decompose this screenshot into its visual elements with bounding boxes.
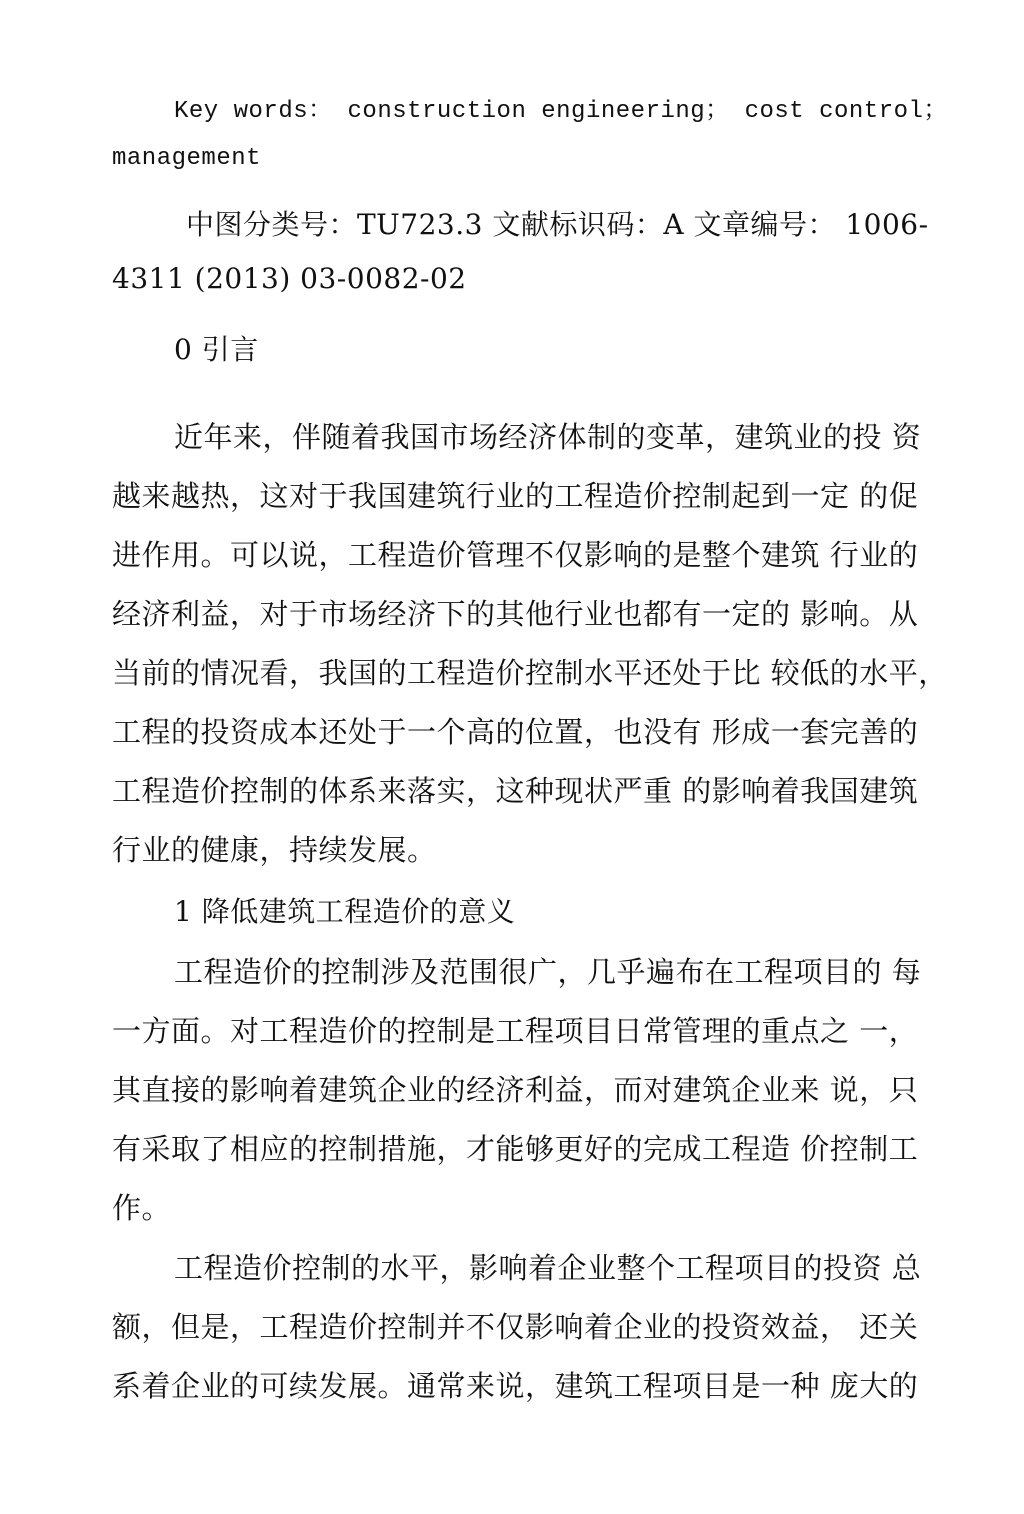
paragraph-line: 进作用。可以说，工程造价管理不仅影响的是整个建筑 行业的: [112, 538, 919, 572]
paragraph-line: 经济利益，对于市场经济下的其他行业也都有一定的 影响。从: [112, 597, 919, 631]
paragraph-line: 作。: [112, 1191, 172, 1225]
paragraph-line: 有采取了相应的控制措施，才能够更好的完成工程造 价控制工: [112, 1132, 919, 1166]
paragraph-line: 越来越热，这对于我国建筑行业的工程造价控制起到一定 的促: [112, 479, 919, 513]
paragraph-line: 一方面。对工程造价的控制是工程项目日常管理的重点之 一，: [112, 1014, 919, 1048]
paragraph-line: 行业的健康，持续发展。: [112, 833, 437, 867]
keywords-line-2: management: [112, 145, 262, 172]
paragraph-line: 额，但是，工程造价控制并不仅影响着企业的投资效益， 还关: [112, 1310, 919, 1344]
section-0-heading: 0 引言: [174, 333, 259, 366]
paragraph-line: 工程的投资成本还处于一个高的位置，也没有 形成一套完善的: [112, 715, 919, 749]
classification-line-2: 4311 (2013) 03-0082-02: [112, 262, 467, 295]
keywords-line-1: Key words： construction engineering； cost control；: [174, 98, 948, 125]
paragraph-line: 工程造价控制的水平，影响着企业整个工程项目的投资 总: [174, 1251, 922, 1285]
paragraph-line: 系着企业的可续发展。通常来说，建筑工程项目是一种 庞大的: [112, 1369, 919, 1403]
paragraph-line: 其直接的影响着建筑企业的经济利益，而对建筑企业来 说，只: [112, 1073, 919, 1107]
classification-line-1: 中图分类号：TU723.3 文献标识码：A 文章编号： 1006-: [186, 208, 929, 241]
paragraph-line: 近年来，伴随着我国市场经济体制的变革，建筑业的投 资: [174, 420, 922, 454]
paragraph-line: 工程造价的控制涉及范围很广，几乎遍布在工程项目的 每: [174, 955, 922, 989]
paragraph-line: 工程造价控制的体系来落实，这种现状严重 的影响着我国建筑: [112, 774, 919, 808]
paragraph-line: 当前的情况看，我国的工程造价控制水平还处于比 较低的水平，: [112, 656, 948, 690]
section-1-heading: 1 降低建筑工程造价的意义: [174, 895, 516, 928]
